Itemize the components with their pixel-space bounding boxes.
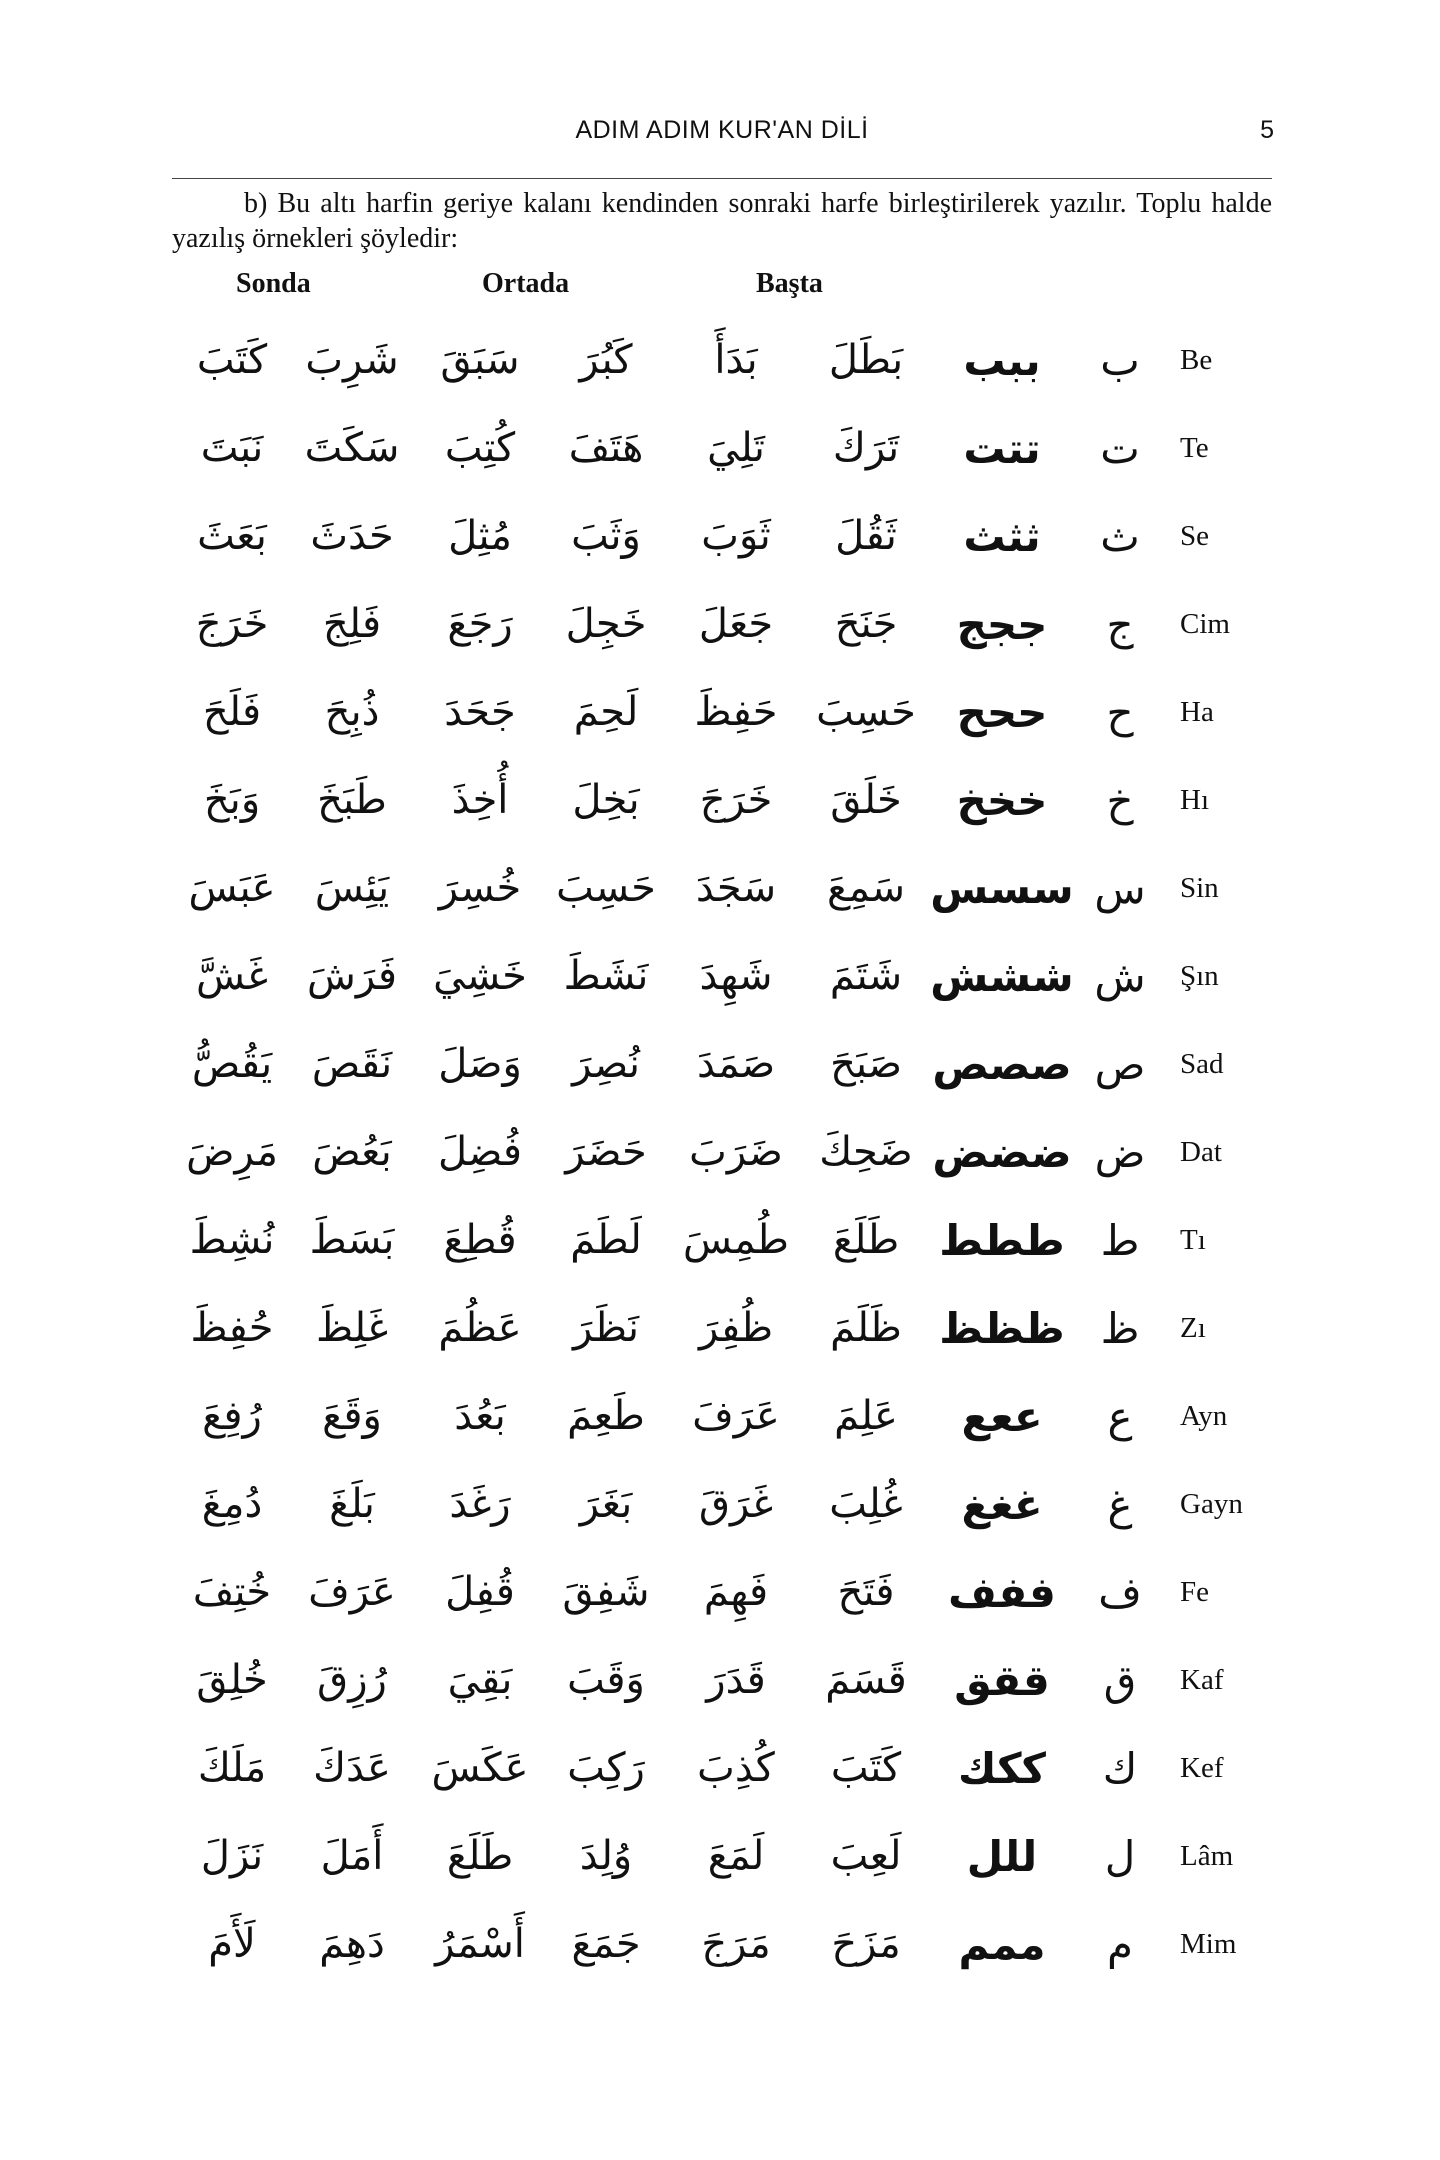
word-middle: أَسْمَرُ <box>435 1921 525 1967</box>
isolated-letter: ل <box>1104 1831 1136 1881</box>
word-middle: كُتِبَ <box>444 425 516 471</box>
isolated-letter: ص <box>1094 1039 1146 1089</box>
word-middle: بَقِيَ <box>447 1657 513 1703</box>
joined-letter-sample: خخخ <box>956 775 1048 825</box>
isolated-letter: س <box>1094 863 1146 913</box>
letter-row <box>0 580 1440 668</box>
word-end: عَرَفَ <box>308 1569 396 1615</box>
letter-name: Şın <box>1180 959 1219 992</box>
word-start: جَعَلَ <box>698 601 774 647</box>
letter-name: Te <box>1180 431 1209 464</box>
word-middle: طَعِمَ <box>567 1393 645 1439</box>
isolated-letter: ح <box>1106 687 1134 737</box>
isolated-letter: ط <box>1100 1215 1140 1265</box>
word-middle: بَعُدَ <box>454 1393 506 1439</box>
word-start: ثَوَبَ <box>701 513 771 559</box>
isolated-letter: ع <box>1107 1391 1133 1441</box>
word-end: بَعَثَ <box>197 513 267 559</box>
joined-letter-sample: ففف <box>948 1567 1056 1617</box>
word-start: قَسَمَ <box>825 1657 907 1703</box>
word-middle: رَكِبَ <box>567 1745 645 1791</box>
word-end: ذُبِحَ <box>324 689 380 735</box>
isolated-letter: ك <box>1102 1743 1138 1793</box>
word-end: خُلِقَ <box>196 1657 268 1703</box>
letter-name: Kef <box>1180 1751 1224 1784</box>
letter-name: Ayn <box>1180 1399 1228 1432</box>
letter-name: Cim <box>1180 607 1230 640</box>
letter-row <box>0 1636 1440 1724</box>
word-end: شَرِبَ <box>305 337 399 383</box>
joined-letter-sample: صصص <box>932 1039 1072 1089</box>
word-end: دَهِمَ <box>319 1921 385 1967</box>
word-end: لَأَمَ <box>208 1921 256 1967</box>
word-end: نَزَلَ <box>200 1833 264 1879</box>
word-start: لَعِبَ <box>830 1833 902 1879</box>
word-end: مَلَكَ <box>197 1745 267 1791</box>
isolated-letter: ظ <box>1100 1303 1140 1353</box>
letter-row <box>0 1108 1440 1196</box>
word-start: لَمَعَ <box>707 1833 765 1879</box>
joined-letter-sample: ككك <box>958 1743 1046 1793</box>
word-end: دُمِغَ <box>201 1481 263 1527</box>
letter-name: Fe <box>1180 1575 1209 1608</box>
word-end: حَدَثَ <box>310 513 394 559</box>
word-start: شَهِدَ <box>699 953 773 999</box>
word-middle: فُضِلَ <box>437 1129 523 1175</box>
word-end: غَشَّ <box>196 953 268 999</box>
word-middle: خَجِلَ <box>565 601 647 647</box>
word-middle: نُصِرَ <box>572 1041 640 1087</box>
word-start: طُمِسَ <box>683 1217 789 1263</box>
word-middle: مُثِلَ <box>448 513 512 559</box>
word-start: سَمِعَ <box>827 865 905 911</box>
isolated-letter: ج <box>1106 599 1134 649</box>
letter-forms-table <box>0 316 1440 1988</box>
word-start: صَمَدَ <box>696 1041 776 1087</box>
word-end: طَبَخَ <box>317 777 387 823</box>
word-middle: بَغَرَ <box>579 1481 633 1527</box>
isolated-letter: ض <box>1094 1127 1146 1177</box>
letter-row <box>0 1020 1440 1108</box>
word-end: فَلِجَ <box>322 601 382 647</box>
word-middle: وَصَلَ <box>438 1041 522 1087</box>
column-heading-start: Başta <box>756 268 823 299</box>
letter-row <box>0 756 1440 844</box>
joined-letter-sample: للل <box>966 1831 1038 1881</box>
word-end: نُشِطَ <box>189 1217 275 1263</box>
word-middle: جَمَعَ <box>571 1921 641 1967</box>
word-start: سَجَدَ <box>695 865 777 911</box>
letter-row <box>0 1372 1440 1460</box>
word-start: خَرَجَ <box>699 777 773 823</box>
letter-name: Dat <box>1180 1135 1222 1168</box>
word-end: عَبَسَ <box>188 865 276 911</box>
word-middle: كَبُرَ <box>579 337 633 383</box>
word-start: حَسِبَ <box>816 689 916 735</box>
word-middle: أُخِذَ <box>451 777 509 823</box>
letter-row <box>0 1724 1440 1812</box>
letter-row <box>0 1812 1440 1900</box>
word-middle: عَظُمَ <box>438 1305 522 1351</box>
word-middle: نَظَرَ <box>573 1305 640 1351</box>
letter-row <box>0 404 1440 492</box>
word-end: خُتِفَ <box>192 1569 272 1615</box>
word-start: بَدَأَ <box>714 337 758 383</box>
word-end: نَقَصَ <box>311 1041 393 1087</box>
joined-letter-sample: ثثث <box>963 511 1041 561</box>
word-start: غَرَقَ <box>698 1481 774 1527</box>
letter-name: Tı <box>1180 1223 1206 1256</box>
letter-name: Kaf <box>1180 1663 1224 1696</box>
word-middle: طَلَعَ <box>446 1833 514 1879</box>
word-start: صَبَحَ <box>830 1041 902 1087</box>
letter-row <box>0 1460 1440 1548</box>
letter-row <box>0 668 1440 756</box>
word-middle: قُطِعَ <box>443 1217 517 1263</box>
word-end: بَسَطَ <box>309 1217 395 1263</box>
isolated-letter: ش <box>1094 951 1146 1001</box>
isolated-letter: ف <box>1098 1567 1142 1617</box>
word-middle: رَجَعَ <box>447 601 513 647</box>
letter-name: Sin <box>1180 871 1219 904</box>
word-middle: شَفِقَ <box>562 1569 650 1615</box>
word-start: حَفِظَ <box>694 689 778 735</box>
word-end: بَعُضَ <box>312 1129 392 1175</box>
word-start: تَرَكَ <box>832 425 900 471</box>
word-start: ظَلَمَ <box>830 1305 902 1351</box>
word-middle: خَشِيَ <box>433 953 527 999</box>
word-start: عَلِمَ <box>834 1393 898 1439</box>
word-middle: لَطَمَ <box>570 1217 642 1263</box>
letter-name: Lâm <box>1180 1839 1234 1872</box>
word-end: عَدَكَ <box>313 1745 391 1791</box>
running-title: ADIM ADIM KUR'AN DİLİ <box>575 116 869 144</box>
word-middle: هَتَفَ <box>568 425 644 471</box>
word-middle: نَشَطَ <box>563 953 649 999</box>
word-end: مَرِضَ <box>186 1129 278 1175</box>
intro-paragraph: b) Bu altı harfin geriye kalanı kendinden sonraki harfe birleştirilerek yazılır. Toplu halde yazılış örnekleri şöyledir: <box>172 188 1272 254</box>
letter-name: Ha <box>1180 695 1214 728</box>
joined-letter-sample: غغغ <box>961 1479 1043 1529</box>
word-start: ضَحِكَ <box>819 1129 913 1175</box>
joined-letter-sample: ببب <box>963 335 1041 385</box>
joined-letter-sample: ظظظ <box>939 1303 1065 1353</box>
isolated-letter: ب <box>1100 335 1140 385</box>
word-start: طَلَعَ <box>832 1217 900 1263</box>
joined-letter-sample: تتت <box>963 423 1041 473</box>
word-start: مَرَجَ <box>701 1921 771 1967</box>
letter-row <box>0 492 1440 580</box>
word-start: ثَقُلَ <box>835 513 897 559</box>
letter-name: Zı <box>1180 1311 1206 1344</box>
word-start: قَدَرَ <box>706 1657 766 1703</box>
letter-row <box>0 316 1440 404</box>
joined-letter-sample: ععع <box>961 1391 1043 1441</box>
word-start: عَرَفَ <box>692 1393 780 1439</box>
letter-row <box>0 932 1440 1020</box>
word-middle: وَثَبَ <box>571 513 641 559</box>
joined-letter-sample: ششش <box>930 951 1074 1001</box>
word-end: وَبَخَ <box>203 777 261 823</box>
word-start: فَهِمَ <box>703 1569 769 1615</box>
word-start: شَتَمَ <box>829 953 903 999</box>
word-start: ضَرَبَ <box>689 1129 783 1175</box>
joined-letter-sample: ققق <box>954 1655 1050 1705</box>
word-middle: سَبَقَ <box>440 337 520 383</box>
word-end: رُفِعَ <box>202 1393 262 1439</box>
isolated-letter: غ <box>1107 1479 1133 1529</box>
isolated-letter: خ <box>1106 775 1134 825</box>
letter-name: Be <box>1180 343 1213 376</box>
joined-letter-sample: ججج <box>956 599 1048 649</box>
word-end: رُزِقَ <box>317 1657 387 1703</box>
letter-row <box>0 844 1440 932</box>
word-end: غَلِظَ <box>315 1305 389 1351</box>
word-middle: خُسِرَ <box>438 865 522 911</box>
letter-row <box>0 1284 1440 1372</box>
letter-row <box>0 1548 1440 1636</box>
word-middle: رَغَدَ <box>449 1481 511 1527</box>
word-start: كُذِبَ <box>697 1745 775 1791</box>
isolated-letter: ت <box>1100 423 1140 473</box>
word-middle: حَسِبَ <box>556 865 656 911</box>
isolated-letter: م <box>1107 1919 1134 1969</box>
page-header <box>172 114 1272 150</box>
word-middle: قُفِلَ <box>445 1569 515 1615</box>
letter-row <box>0 1196 1440 1284</box>
isolated-letter: ث <box>1100 511 1140 561</box>
header-rule <box>172 178 1272 179</box>
word-end: وَقَعَ <box>322 1393 382 1439</box>
word-end: يَقُصُّ <box>191 1041 273 1087</box>
word-end: فَلَحَ <box>202 689 262 735</box>
page-number: 5 <box>1260 116 1274 144</box>
letter-name: Mim <box>1180 1927 1237 1960</box>
word-end: حُفِظَ <box>190 1305 274 1351</box>
letter-name: Se <box>1180 519 1209 552</box>
joined-letter-sample: سسس <box>930 863 1074 913</box>
word-start: بَطَلَ <box>828 337 904 383</box>
joined-letter-sample: ضضض <box>932 1127 1072 1177</box>
word-middle: وُلِدَ <box>579 1833 633 1879</box>
word-end: خَرَجَ <box>195 601 269 647</box>
word-start: خَلَقَ <box>830 777 902 823</box>
joined-letter-sample: ططط <box>939 1215 1065 1265</box>
word-middle: لَحِمَ <box>573 689 639 735</box>
word-end: أَمَلَ <box>320 1833 384 1879</box>
letter-row <box>0 1900 1440 1988</box>
word-start: ظُفِرَ <box>698 1305 774 1351</box>
column-heading-end: Sonda <box>236 268 311 299</box>
word-middle: وَقَبَ <box>567 1657 645 1703</box>
word-start: مَزَحَ <box>831 1921 901 1967</box>
word-middle: حَضَرَ <box>565 1129 647 1175</box>
word-middle: بَخِلَ <box>572 777 640 823</box>
word-start: تَلِيَ <box>707 425 765 471</box>
word-middle: عَكَسَ <box>431 1745 529 1791</box>
joined-letter-sample: ححح <box>956 687 1048 737</box>
word-end: بَلَغَ <box>329 1481 375 1527</box>
word-start: كَتَبَ <box>830 1745 902 1791</box>
letter-name: Sad <box>1180 1047 1224 1080</box>
isolated-letter: ق <box>1103 1655 1137 1705</box>
word-end: كَتَبَ <box>196 337 268 383</box>
word-start: غُلِبَ <box>829 1481 903 1527</box>
word-start: فَتَحَ <box>837 1569 895 1615</box>
word-end: يَئِسَ <box>314 865 390 911</box>
joined-letter-sample: ممم <box>958 1919 1046 1969</box>
word-end: سَكَتَ <box>304 425 400 471</box>
column-heading-middle: Ortada <box>482 268 570 299</box>
letter-name: Gayn <box>1180 1487 1243 1520</box>
letter-name: Hı <box>1180 783 1209 816</box>
word-end: نَبَتَ <box>200 425 264 471</box>
word-start: جَنَحَ <box>834 601 898 647</box>
word-end: فَرَشَ <box>306 953 398 999</box>
word-middle: جَحَدَ <box>444 689 516 735</box>
